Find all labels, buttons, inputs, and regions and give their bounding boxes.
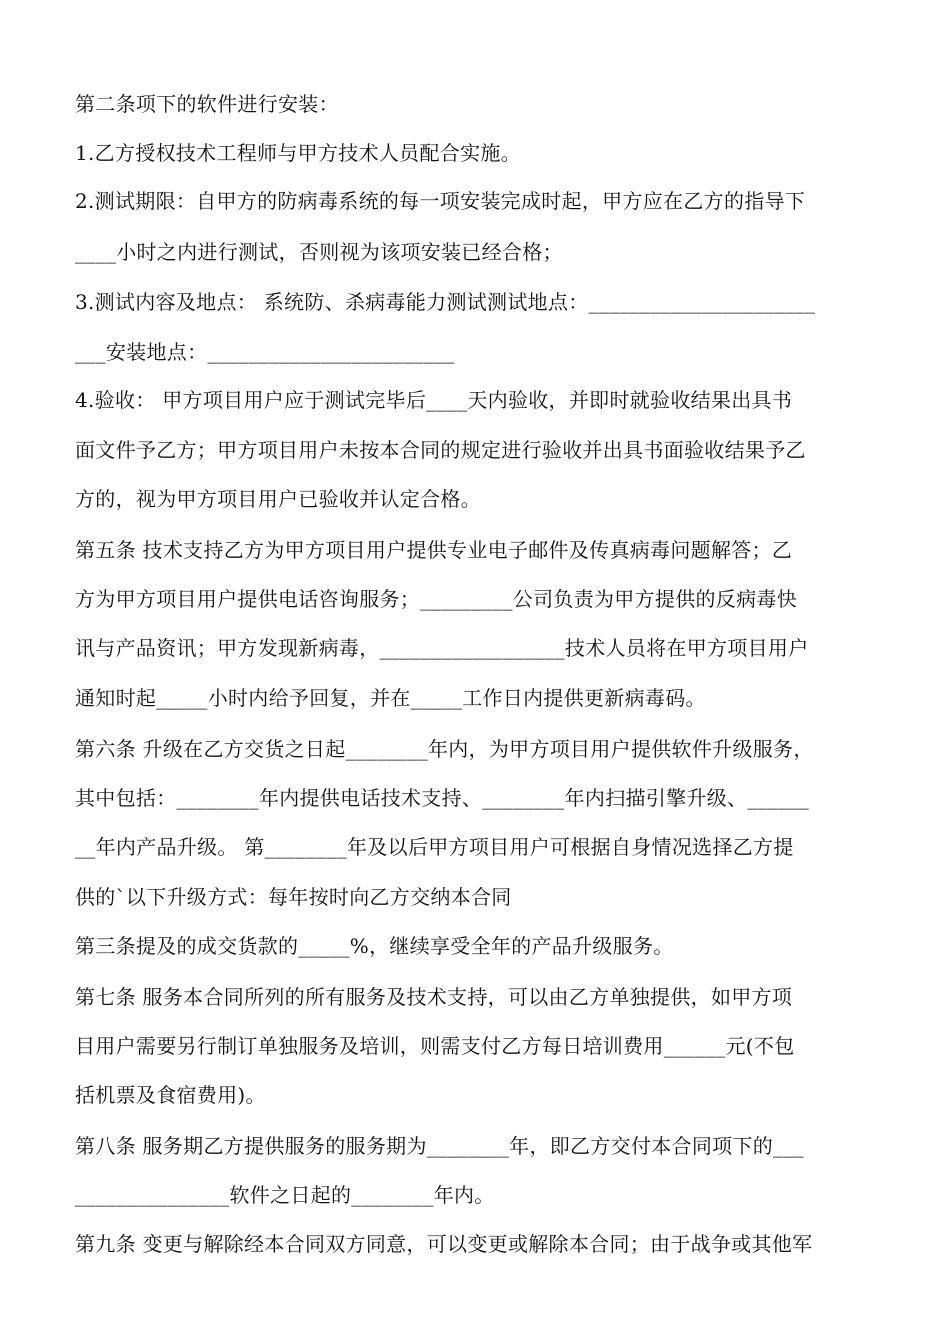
text-line: 第二条项下的软件进行安装： xyxy=(75,92,339,116)
text-line: 第八条 服务期乙方提供服务的服务期为________年，即乙方交付本合同项下的___ xyxy=(75,1134,804,1158)
text-line: 第六条 升级在乙方交货之日起________年内，为甲方项目用户提供软件升级服务， xyxy=(75,737,814,761)
text-line: 供的`以下升级方式：每年按时向乙方交纳本合同 xyxy=(75,885,512,909)
text-line: 括机票及食宿费用)。 xyxy=(75,1083,266,1107)
text-line: 3.测试内容及地点： 系统防、杀病毒能力测试测试地点：______________________ xyxy=(75,290,816,314)
text-line: 4.验收： 甲方项目用户应于测试完毕后____天内验收，并即时就验收结果出具书 xyxy=(75,388,793,412)
text-line: 目用户需要另行制订单独服务及培训，则需支付乙方每日培训费用______元(不包 xyxy=(75,1034,795,1058)
text-line: 通知时起_____小时内给予回复，并在_____工作日内提供更新病毒码。 xyxy=(75,686,706,710)
text-line: ____小时之内进行测试，否则视为该项安装已经合格； xyxy=(75,240,563,264)
text-line: 第五条 技术支持乙方为甲方项目用户提供专业电子邮件及传真病毒问题解答；乙 xyxy=(75,538,793,562)
text-line: 面文件予乙方；甲方项目用户未按本合同的规定进行验收并出具书面验收结果予乙 xyxy=(75,438,806,462)
text-line: 其中包括：________年内提供电话技术支持、________年内扫描引擎升级、______ xyxy=(75,786,810,810)
text-line: 第三条提及的成交货款的_____%，继续享受全年的产品升级服务。 xyxy=(75,934,674,958)
text-line: 1.乙方授权技术工程师与甲方技术人员配合实施。 xyxy=(75,141,521,165)
text-line: 方的，视为甲方项目用户已验收并认定合格。 xyxy=(75,487,481,511)
text-line: ___安装地点：________________________ xyxy=(75,340,455,364)
text-line: 第九条 变更与解除经本合同双方同意，可以变更或解除本合同；由于战争或其他军 xyxy=(75,1232,813,1256)
text-line: __年内产品升级。 第________年及以后甲方项目用户可根据自身情况选择乙方提 xyxy=(75,835,794,859)
text-line: 讯与产品资讯；甲方发现新病毒，__________________技术人员将在甲方项目用户 xyxy=(75,636,809,660)
text-line: 2.测试期限：自甲方的防病毒系统的每一项安装完成时起，甲方应在乙方的指导下 xyxy=(75,189,806,213)
text-line: 第七条 服务本合同所列的所有服务及技术支持，可以由乙方单独提供，如甲方项 xyxy=(75,985,793,1009)
text-line: _______________软件之日起的________年内。 xyxy=(75,1183,495,1207)
text-line: 方为甲方项目用户提供电话咨询服务；_________公司负责为甲方提供的反病毒快 xyxy=(75,587,797,611)
